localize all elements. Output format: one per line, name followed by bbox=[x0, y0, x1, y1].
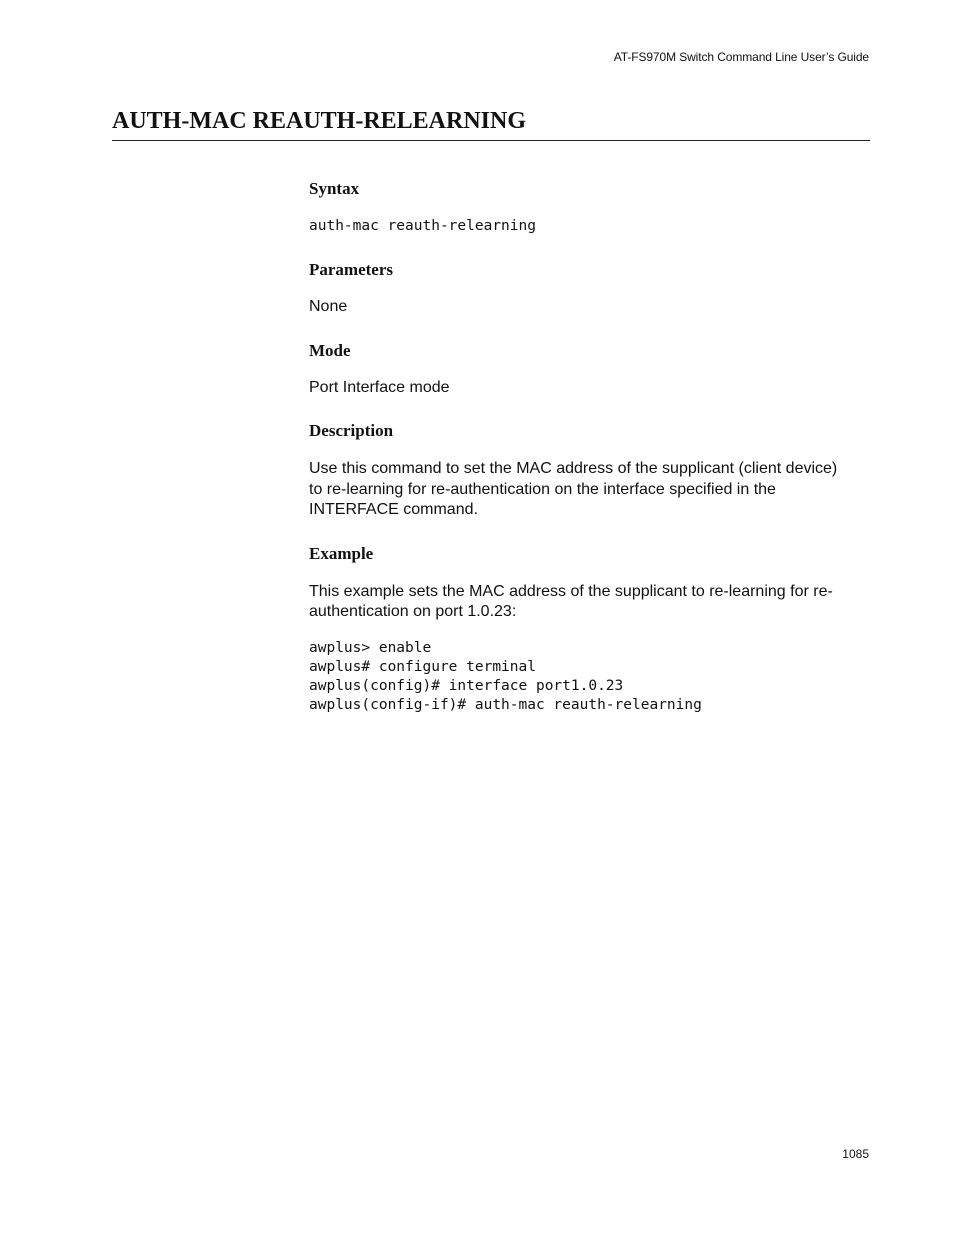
description-line: INTERFACE command. bbox=[309, 501, 478, 518]
parameters-text: None bbox=[309, 298, 348, 315]
description-heading: Description bbox=[309, 421, 394, 440]
code-line: awplus(config-if)# auth-mac reauth-relearning bbox=[309, 696, 702, 713]
parameters-heading: Parameters bbox=[309, 260, 394, 279]
page-title: AUTH-MAC REAUTH-RELEARNING bbox=[112, 108, 527, 134]
code-line: awplus(config)# interface port1.0.23 bbox=[309, 677, 624, 694]
content-body bbox=[309, 178, 871, 715]
example-code-block bbox=[309, 639, 871, 715]
description-line: to re-learning for re-authentication on the interface specified in the bbox=[309, 480, 776, 498]
example-line: authentication on port 1.0.23: bbox=[309, 603, 517, 620]
description-paragraph bbox=[309, 459, 871, 521]
mode-heading: Mode bbox=[309, 340, 351, 360]
syntax-heading: Syntax bbox=[309, 179, 360, 198]
mode-text: Port Interface mode bbox=[309, 378, 450, 396]
example-heading: Example bbox=[309, 543, 374, 563]
description-line: Use this command to set the MAC address of the supplicant (client device) bbox=[309, 460, 838, 477]
example-line: This example sets the MAC address of the supplicant to re-learning for re- bbox=[309, 582, 833, 600]
code-line: awplus# configure terminal bbox=[309, 658, 536, 675]
example-paragraph bbox=[309, 582, 871, 623]
running-header: AT-FS970M Switch Command Line User’s Guide bbox=[613, 50, 869, 64]
syntax-code: auth-mac reauth-relearning bbox=[309, 218, 536, 234]
code-line: awplus> enable bbox=[309, 639, 432, 656]
title-rule bbox=[112, 140, 870, 141]
page-number: 1085 bbox=[842, 1147, 869, 1161]
